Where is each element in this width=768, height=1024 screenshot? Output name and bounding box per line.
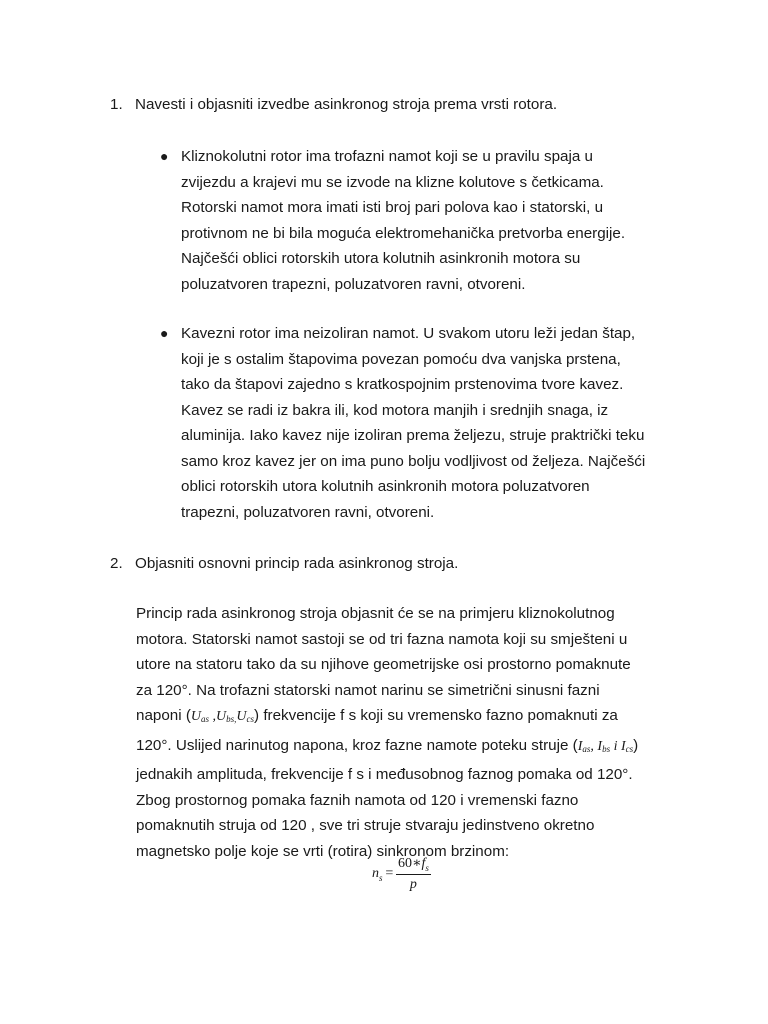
text-line: poluzatvoren trapezni, poluzatvoren ravni, otvoreni.	[181, 275, 526, 293]
text-line: Kavezni rotor ima neizoliran namot. U svakom utoru leži jedan štap,	[181, 325, 636, 342]
text-line: jednakih amplituda, frekvencije f s i međusobnog faznog pomaka od 120°.	[136, 766, 633, 783]
text-line: Princip rada asinkronog stroja objasnit će se na primjeru kliznokolutnog	[136, 605, 615, 622]
text-line: Zbog prostornog pomaka faznih namota od 120 i vremenski fazno	[136, 791, 579, 809]
text-line: za 120°. Na trofazni statorski namot narinu se simetrični sinusni fazni	[136, 681, 600, 699]
question-1-text: Navesti i objasniti izvedbe asinkronog stroja prema vrsti rotora.	[135, 96, 558, 113]
formula-fraction	[396, 855, 431, 893]
text-line: Najčešći oblici rotorskih utora kolutnih asinkronih motora su	[181, 250, 581, 267]
text-line: trapezni, poluzatvoren ravni, otvoreni.	[181, 503, 435, 521]
formula-lhs: $n_s$	[372, 865, 383, 883]
current-symbols: $I_{as}$, $I_{bs}$ i $I_{cs}$	[577, 738, 634, 754]
formula-numerator: $60∗f_s$	[397, 856, 429, 873]
text-line: oblici rotorskih utora kolutnih asinkronih motora poluzatvoren	[181, 478, 590, 495]
text-line: tako da štapovi zajedno s kratkospojnim prstenovima tvore kavez.	[181, 376, 624, 393]
question-1	[110, 92, 730, 118]
formula-equals: =	[384, 865, 394, 881]
text-line: aluminija. Iako kavez nije izoliran prema željezu, struje praktrički teku	[181, 427, 645, 444]
text-line: Kavez se radi iz bakra ili, kod motora manjih i srednjih snaga, iz	[181, 401, 609, 419]
question-2-text: Objasniti osnovni princip rada asinkronog stroja.	[135, 555, 459, 572]
text-line: pomaknutih struja od 120 , sve tri struje stvaraju jedinstveno okretno	[136, 817, 595, 834]
text-line: Rotorski namot mora imati isti broj pari polova kao i statorski, u	[181, 199, 604, 216]
principle-paragraph	[136, 601, 726, 864]
text-line: utore na statoru tako da su njihove geometrijske osi prostorno pomaknute	[136, 656, 631, 673]
text-line: magnetsko polje koje se vrti (rotira) sinkronom brzinom:	[136, 842, 510, 860]
formula-denominator: p	[409, 876, 417, 892]
text-line-voltages: naponi ($U_{as}$ $,U_{bs,}U_{cs}$) frekvencije f s koji su vremensko fazno pomaknuti za	[136, 707, 618, 724]
text-line: Kliznokolutni rotor ima trofazni namot koji se u pravilu spaja u	[181, 148, 593, 165]
text-line: motora. Statorski namot sastoji se od tri fazna namota koji su smješteni u	[136, 630, 628, 648]
question-1-number: 1.	[110, 96, 123, 113]
synchronous-speed-formula	[372, 855, 431, 893]
voltage-symbols: $U_{as}$ $,U_{bs,}U_{cs}$	[190, 709, 255, 724]
bullet-item-cage-rotor	[160, 321, 701, 525]
text-line: zvijezdu a krajevi mu se izvode na klizne kolutove s četkicama.	[181, 173, 604, 191]
bullet-item-slip-ring-rotor	[160, 144, 701, 297]
text-line: samo kroz kavez jer on ima puno bolju vodljivost od željeza. Najčešći	[181, 452, 646, 470]
bullet-icon: ●	[160, 148, 169, 164]
bullet-icon: ●	[160, 325, 169, 341]
question-2	[110, 551, 730, 577]
text-line: koji je s ostalim štapovima povezan pomoću dva vanjska prstena,	[181, 350, 621, 368]
question-2-number: 2.	[110, 555, 123, 572]
text-line: protivnom ne bi bila moguća elektromehanička pretvorba energije.	[181, 224, 626, 242]
text-line-currents: 120°. Uslijed narinutog napona, kroz fazne namote poteku struje ($I_{as}$, $I_{bs}$ i $I_{cs}$)	[136, 736, 639, 754]
